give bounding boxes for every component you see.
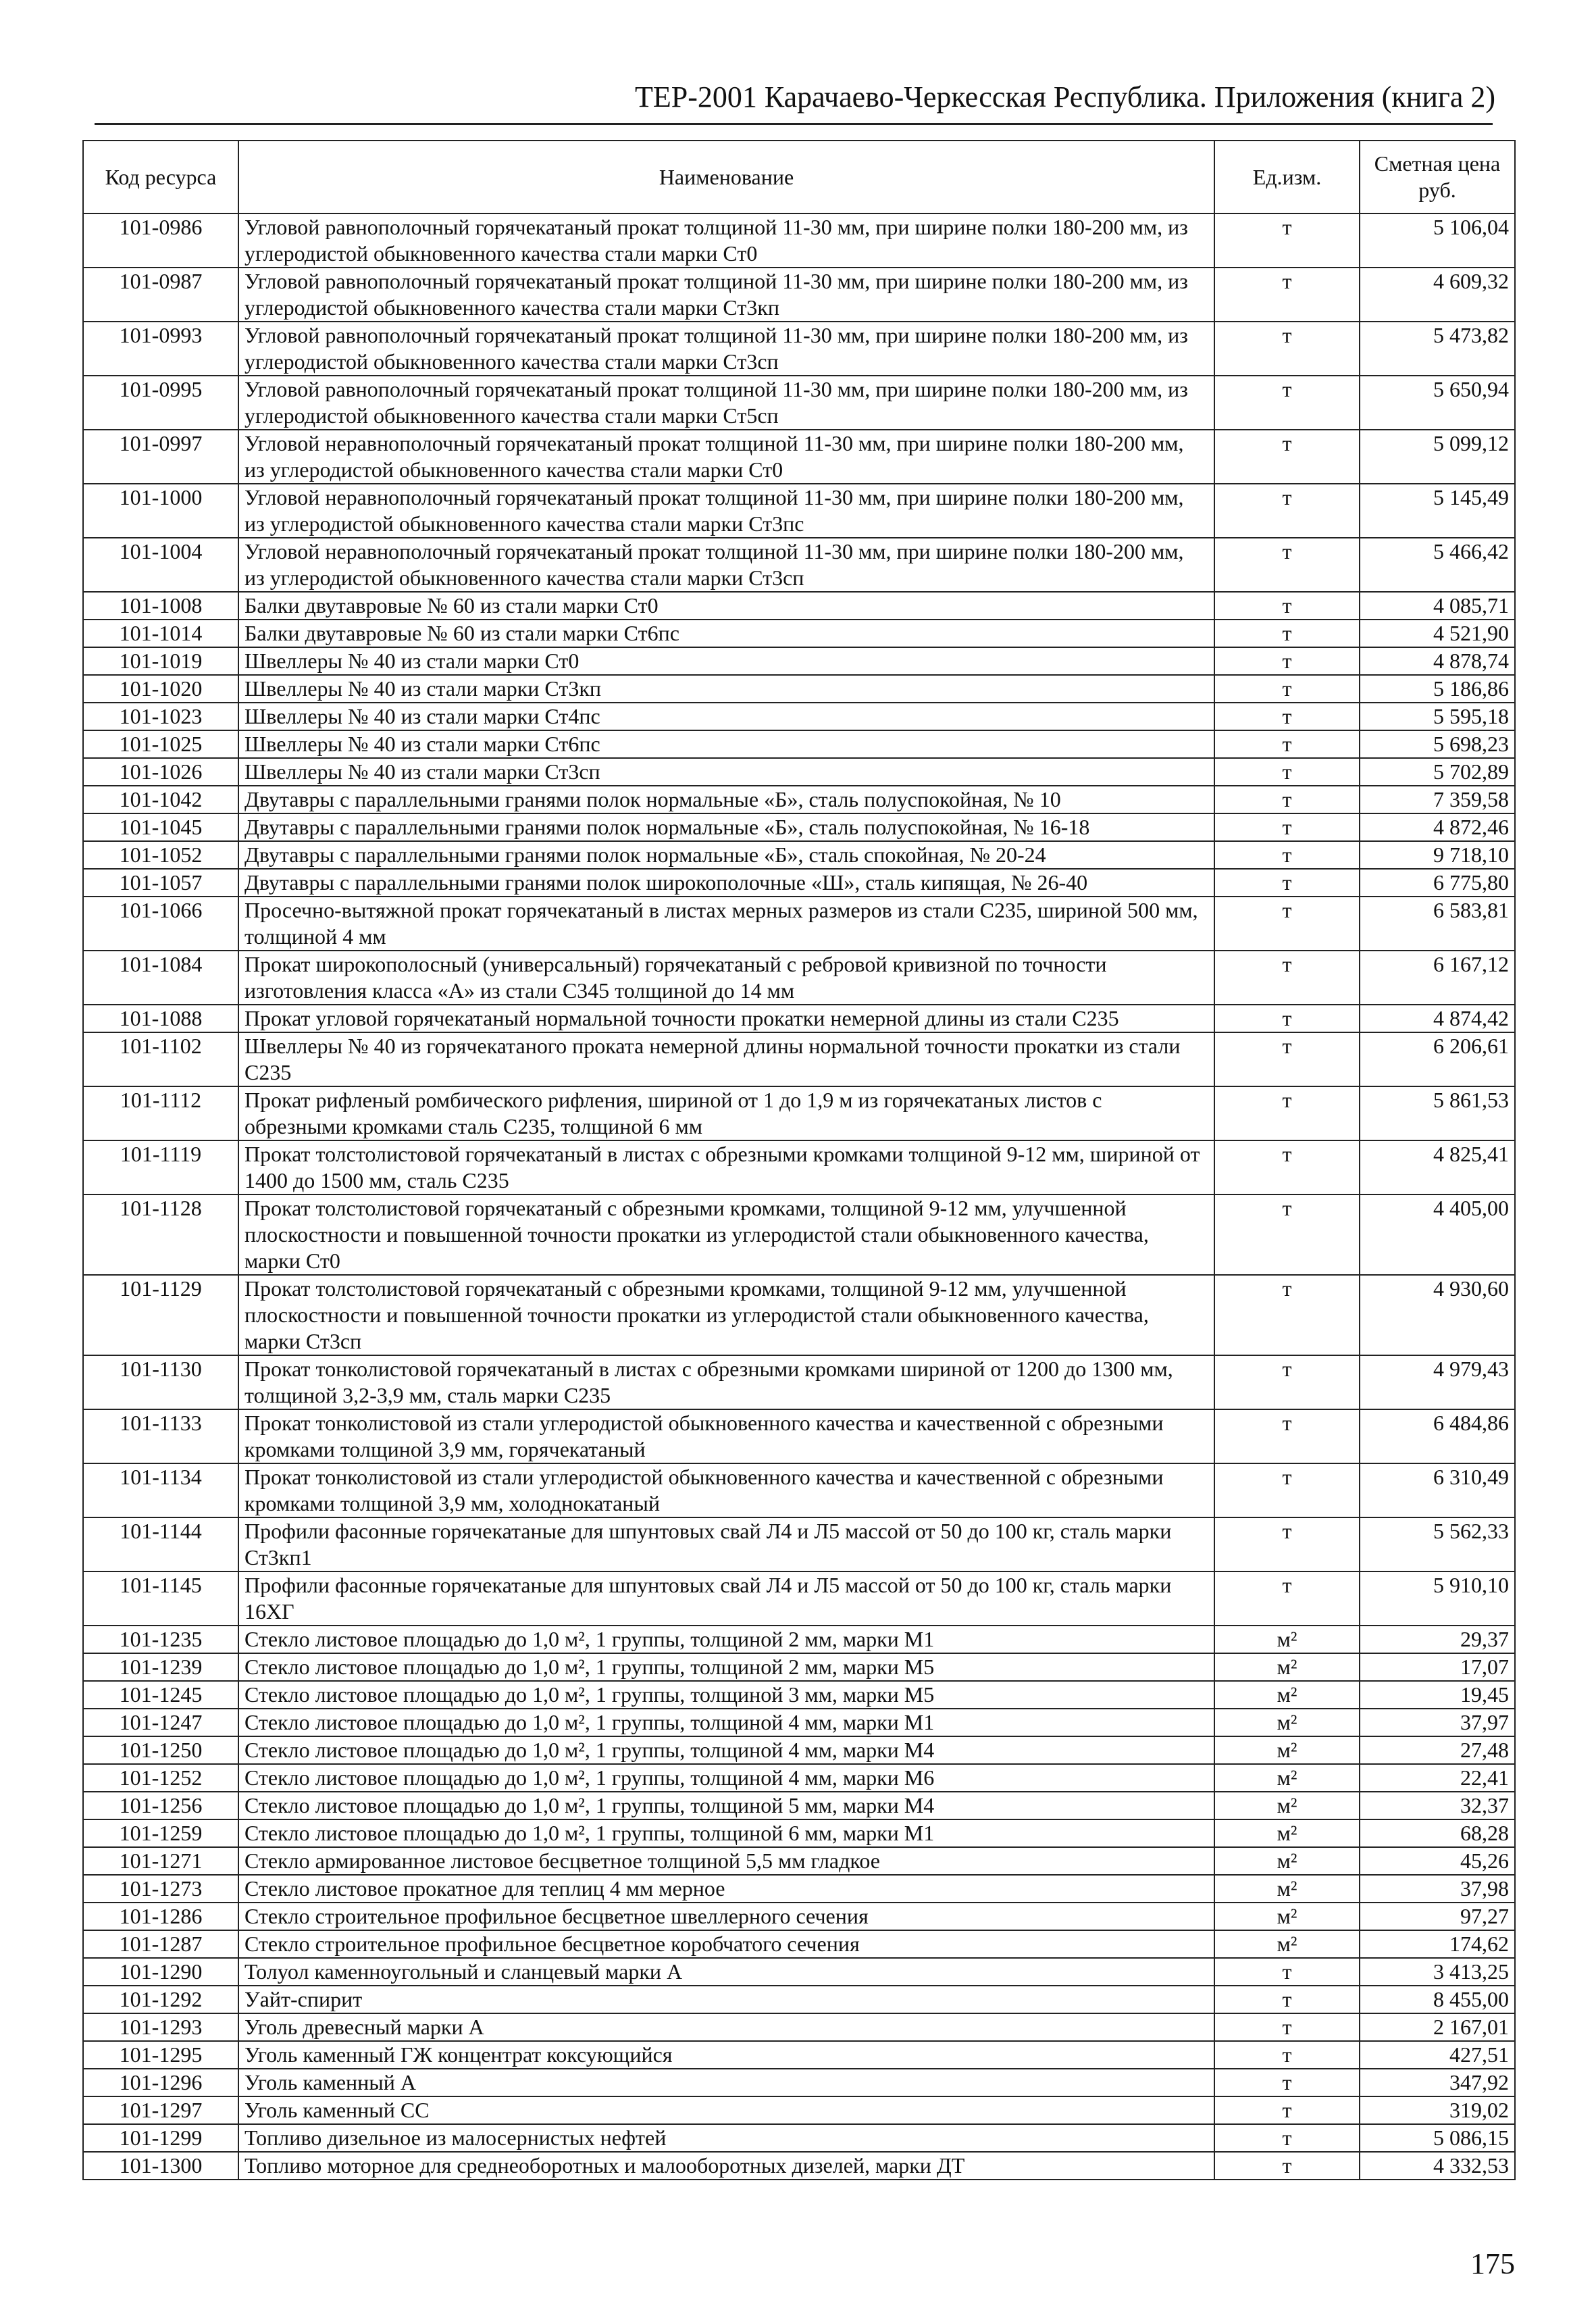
cell-name: Угловой неравнополочный горячекатаный прокат толщиной 11-30 мм, при ширине полки 180-200 мм, из углеродистой обыкновенного качества стали марки Ст0 — [238, 430, 1214, 484]
cell-code: 101-1286 — [83, 1903, 238, 1930]
cell-price: 5 473,82 — [1360, 322, 1515, 376]
cell-unit: т — [1214, 484, 1360, 538]
cell-unit: т — [1214, 1275, 1360, 1355]
cell-name: Двутавры с параллельными гранями полок нормальные «Б», сталь спокойная, № 20-24 — [238, 841, 1214, 869]
cell-name: Швеллеры № 40 из стали марки Ст3сп — [238, 758, 1214, 786]
cell-price: 4 085,71 — [1360, 592, 1515, 620]
cell-unit: т — [1214, 1958, 1360, 1986]
table-row — [83, 484, 1515, 538]
table-row — [83, 2013, 1515, 2041]
cell-name: Толуол каменноугольный и сланцевый марки А — [238, 1958, 1214, 1986]
cell-code: 101-1292 — [83, 1986, 238, 2013]
table-row — [83, 1681, 1515, 1709]
table-row — [83, 322, 1515, 376]
cell-price: 5 106,04 — [1360, 213, 1515, 268]
cell-name: Угловой равнополочный горячекатаный прокат толщиной 11-30 мм, при ширине полки 180-200 мм, из углеродистой обыкновенного качества стали марки Ст5сп — [238, 376, 1214, 430]
cell-unit: т — [1214, 897, 1360, 951]
table-row — [83, 758, 1515, 786]
cell-price: 4 521,90 — [1360, 620, 1515, 647]
table-row — [83, 1819, 1515, 1847]
table-row — [83, 1571, 1515, 1626]
table-row — [83, 2069, 1515, 2096]
cell-name: Швеллеры № 40 из стали марки Ст4пс — [238, 703, 1214, 730]
cell-code: 101-1045 — [83, 813, 238, 841]
cell-price: 6 775,80 — [1360, 869, 1515, 897]
table-row — [83, 1517, 1515, 1571]
table-row — [83, 675, 1515, 703]
cell-name: Швеллеры № 40 из стали марки Ст0 — [238, 647, 1214, 675]
cell-unit: м² — [1214, 1819, 1360, 1847]
cell-name: Стекло листовое площадью до 1,0 м², 1 группы, толщиной 4 мм, марки М1 — [238, 1709, 1214, 1736]
cell-unit: т — [1214, 675, 1360, 703]
cell-code: 101-1252 — [83, 1764, 238, 1792]
cell-name: Балки двутавровые № 60 из стали марки Ст0 — [238, 592, 1214, 620]
table-row — [83, 841, 1515, 869]
cell-unit: т — [1214, 1463, 1360, 1517]
table-row — [83, 2096, 1515, 2124]
table-row — [83, 1986, 1515, 2013]
cell-name: Прокат толстолистовой горячекатаный с обрезными кромками, толщиной 9-12 мм, улучшенной плоскостности и повышенной точности прокатки из углеродистой стали обыкновенного качества, марки Ст3сп — [238, 1275, 1214, 1355]
table-row — [83, 897, 1515, 951]
cell-price: 4 825,41 — [1360, 1140, 1515, 1194]
cell-unit: т — [1214, 1032, 1360, 1086]
table-body — [83, 213, 1515, 2180]
cell-price: 4 979,43 — [1360, 1355, 1515, 1409]
resource-price-table — [82, 140, 1516, 2180]
cell-name: Профили фасонные горячекатаные для шпунтовых свай Л4 и Л5 массой от 50 до 100 кг, сталь марки Ст3кп1 — [238, 1517, 1214, 1571]
cell-name: Двутавры с параллельными гранями полок нормальные «Б», сталь полуспокойная, № 16-18 — [238, 813, 1214, 841]
column-header-name: Наименование — [238, 141, 1214, 213]
cell-price: 5 702,89 — [1360, 758, 1515, 786]
cell-unit: м² — [1214, 1875, 1360, 1903]
cell-unit: т — [1214, 1986, 1360, 2013]
cell-unit: т — [1214, 2013, 1360, 2041]
cell-code: 101-1052 — [83, 841, 238, 869]
cell-price: 97,27 — [1360, 1903, 1515, 1930]
cell-price: 5 099,12 — [1360, 430, 1515, 484]
cell-unit: т — [1214, 538, 1360, 592]
cell-name: Уголь каменный А — [238, 2069, 1214, 2096]
cell-price: 7 359,58 — [1360, 786, 1515, 813]
cell-code: 101-1235 — [83, 1626, 238, 1653]
cell-code: 101-1144 — [83, 1517, 238, 1571]
cell-unit: т — [1214, 1086, 1360, 1140]
table-row — [83, 1792, 1515, 1819]
table-row — [83, 1764, 1515, 1792]
cell-code: 101-1297 — [83, 2096, 238, 2124]
cell-unit: т — [1214, 758, 1360, 786]
cell-code: 101-1273 — [83, 1875, 238, 1903]
cell-code: 101-1008 — [83, 592, 238, 620]
cell-unit: м² — [1214, 1653, 1360, 1681]
cell-code: 101-1259 — [83, 1819, 238, 1847]
cell-code: 101-1042 — [83, 786, 238, 813]
table-row — [83, 1847, 1515, 1875]
cell-name: Топливо моторное для среднеоборотных и малооборотных дизелей, марки ДТ — [238, 2152, 1214, 2180]
cell-price: 6 206,61 — [1360, 1032, 1515, 1086]
column-header-price: Сметная цена руб. — [1360, 141, 1515, 213]
cell-unit: т — [1214, 786, 1360, 813]
cell-unit: т — [1214, 2096, 1360, 2124]
cell-price: 6 484,86 — [1360, 1409, 1515, 1463]
table-row — [83, 1409, 1515, 1463]
cell-name: Прокат рифленый ромбического рифления, шириной от 1 до 1,9 м из горячекатаных листов с обрезными кромками сталь С235, толщиной 6 мм — [238, 1086, 1214, 1140]
cell-price: 5 698,23 — [1360, 730, 1515, 758]
page-number: 175 — [1470, 2247, 1515, 2280]
cell-name: Профили фасонные горячекатаные для шпунтовых свай Л4 и Л5 массой от 50 до 100 кг, сталь марки 16ХГ — [238, 1571, 1214, 1626]
table-row — [83, 1355, 1515, 1409]
cell-name: Прокат толстолистовой горячекатаный в листах с обрезными кромками толщиной 9-12 мм, шириной от 1400 до 1500 мм, сталь С235 — [238, 1140, 1214, 1194]
cell-name: Балки двутавровые № 60 из стали марки Ст6пс — [238, 620, 1214, 647]
cell-unit: т — [1214, 2124, 1360, 2152]
table-row — [83, 703, 1515, 730]
cell-name: Швеллеры № 40 из стали марки Ст6пс — [238, 730, 1214, 758]
cell-code: 101-0986 — [83, 213, 238, 268]
table-row — [83, 2041, 1515, 2069]
cell-code: 101-1134 — [83, 1463, 238, 1517]
table-row — [83, 1140, 1515, 1194]
cell-unit: т — [1214, 430, 1360, 484]
cell-unit: м² — [1214, 1847, 1360, 1875]
cell-price: 5 650,94 — [1360, 376, 1515, 430]
cell-unit: м² — [1214, 1903, 1360, 1930]
table-row — [83, 1005, 1515, 1032]
table-row — [83, 213, 1515, 268]
cell-code: 101-1019 — [83, 647, 238, 675]
column-header-unit: Ед.изм. — [1214, 141, 1360, 213]
cell-price: 5 595,18 — [1360, 703, 1515, 730]
table-row — [83, 1709, 1515, 1736]
header-divider — [95, 123, 1493, 125]
cell-name: Прокат тонколистовой горячекатаный в листах с обрезными кромками шириной от 1200 до 1300 мм, толщиной 3,2-3,9 мм, сталь марки С235 — [238, 1355, 1214, 1409]
cell-name: Швеллеры № 40 из горячекатаного проката немерной длины нормальной точности прокатки из стали С235 — [238, 1032, 1214, 1086]
cell-code: 101-1057 — [83, 869, 238, 897]
cell-code: 101-1026 — [83, 758, 238, 786]
table-row — [83, 1875, 1515, 1903]
cell-name: Стекло листовое площадью до 1,0 м², 1 группы, толщиной 4 мм, марки М6 — [238, 1764, 1214, 1792]
table-row — [83, 2124, 1515, 2152]
table-row — [83, 376, 1515, 430]
page-header-title: ТЕР-2001 Карачаево-Черкесская Республика. Приложения (книга 2) — [635, 80, 1496, 114]
cell-name: Прокат широкополосный (универсальный) горячекатаный с ребровой кривизной по точности изготовления класса «А» из стали С345 толщиной до 14 мм — [238, 951, 1214, 1005]
cell-code: 101-1256 — [83, 1792, 238, 1819]
cell-code: 101-0995 — [83, 376, 238, 430]
cell-unit: т — [1214, 1355, 1360, 1409]
cell-code: 101-1130 — [83, 1355, 238, 1409]
cell-unit: т — [1214, 1571, 1360, 1626]
table-row — [83, 538, 1515, 592]
cell-code: 101-1250 — [83, 1736, 238, 1764]
cell-unit: т — [1214, 703, 1360, 730]
cell-price: 4 930,60 — [1360, 1275, 1515, 1355]
cell-price: 6 310,49 — [1360, 1463, 1515, 1517]
cell-name: Уайт-спирит — [238, 1986, 1214, 2013]
cell-name: Прокат тонколистовой из стали углеродистой обыкновенного качества и качественной с обрезными кромками толщиной 3,9 мм, горячекатаный — [238, 1409, 1214, 1463]
cell-price: 45,26 — [1360, 1847, 1515, 1875]
cell-price: 68,28 — [1360, 1819, 1515, 1847]
cell-code: 101-0997 — [83, 430, 238, 484]
table-row — [83, 1086, 1515, 1140]
cell-price: 37,97 — [1360, 1709, 1515, 1736]
cell-price: 5 910,10 — [1360, 1571, 1515, 1626]
cell-name: Уголь древесный марки А — [238, 2013, 1214, 2041]
cell-code: 101-1290 — [83, 1958, 238, 1986]
cell-name: Стекло листовое площадью до 1,0 м², 1 группы, толщиной 4 мм, марки М4 — [238, 1736, 1214, 1764]
table-header — [83, 141, 1515, 213]
cell-name: Прокат тонколистовой из стали углеродистой обыкновенного качества и качественной с обрезными кромками толщиной 3,9 мм, холоднокатаный — [238, 1463, 1214, 1517]
cell-price: 5 861,53 — [1360, 1086, 1515, 1140]
cell-unit: т — [1214, 647, 1360, 675]
cell-unit: м² — [1214, 1626, 1360, 1653]
cell-name: Угловой равнополочный горячекатаный прокат толщиной 11-30 мм, при ширине полки 180-200 мм, из углеродистой обыкновенного качества стали марки Ст0 — [238, 213, 1214, 268]
table-row — [83, 1903, 1515, 1930]
cell-code: 101-1066 — [83, 897, 238, 951]
cell-unit: т — [1214, 1140, 1360, 1194]
cell-unit: м² — [1214, 1764, 1360, 1792]
cell-code: 101-1296 — [83, 2069, 238, 2096]
cell-code: 101-1247 — [83, 1709, 238, 1736]
cell-price: 174,62 — [1360, 1930, 1515, 1958]
cell-name: Стекло армированное листовое бесцветное толщиной 5,5 мм гладкое — [238, 1847, 1214, 1875]
cell-name: Прокат угловой горячекатаный нормальной точности прокатки немерной длины из стали С235 — [238, 1005, 1214, 1032]
table-header-row — [83, 141, 1515, 213]
cell-code: 101-1129 — [83, 1275, 238, 1355]
cell-unit: т — [1214, 841, 1360, 869]
cell-name: Топливо дизельное из малосернистых нефтей — [238, 2124, 1214, 2152]
cell-price: 4 609,32 — [1360, 268, 1515, 322]
cell-unit: т — [1214, 1005, 1360, 1032]
cell-name: Уголь каменный ГЖ концентрат коксующийся — [238, 2041, 1214, 2069]
cell-name: Угловой неравнополочный горячекатаный прокат толщиной 11-30 мм, при ширине полки 180-200 мм, из углеродистой обыкновенного качества стали марки Ст3сп — [238, 538, 1214, 592]
cell-code: 101-1020 — [83, 675, 238, 703]
cell-unit: м² — [1214, 1792, 1360, 1819]
cell-code: 101-1023 — [83, 703, 238, 730]
cell-unit: т — [1214, 322, 1360, 376]
cell-price: 4 405,00 — [1360, 1194, 1515, 1275]
cell-code: 101-1128 — [83, 1194, 238, 1275]
cell-name: Уголь каменный СС — [238, 2096, 1214, 2124]
cell-code: 101-1239 — [83, 1653, 238, 1681]
cell-unit: т — [1214, 2069, 1360, 2096]
cell-price: 5 086,15 — [1360, 2124, 1515, 2152]
cell-price: 2 167,01 — [1360, 2013, 1515, 2041]
cell-code: 101-1004 — [83, 538, 238, 592]
cell-price: 29,37 — [1360, 1626, 1515, 1653]
cell-name: Стекло листовое прокатное для теплиц 4 мм мерное — [238, 1875, 1214, 1903]
cell-name: Угловой равнополочный горячекатаный прокат толщиной 11-30 мм, при ширине полки 180-200 мм, из углеродистой обыкновенного качества стали марки Ст3кп — [238, 268, 1214, 322]
cell-unit: т — [1214, 592, 1360, 620]
cell-code: 101-0987 — [83, 268, 238, 322]
table-row — [83, 268, 1515, 322]
cell-name: Стекло листовое площадью до 1,0 м², 1 группы, толщиной 3 мм, марки М5 — [238, 1681, 1214, 1709]
cell-unit: м² — [1214, 1709, 1360, 1736]
cell-price: 5 145,49 — [1360, 484, 1515, 538]
cell-name: Угловой равнополочный горячекатаный прокат толщиной 11-30 мм, при ширине полки 180-200 мм, из углеродистой обыкновенного качества стали марки Ст3сп — [238, 322, 1214, 376]
table-row — [83, 1653, 1515, 1681]
cell-unit: т — [1214, 2152, 1360, 2180]
cell-unit: м² — [1214, 1736, 1360, 1764]
cell-name: Стекло листовое площадью до 1,0 м², 1 группы, толщиной 2 мм, марки М1 — [238, 1626, 1214, 1653]
table-row — [83, 620, 1515, 647]
cell-price: 9 718,10 — [1360, 841, 1515, 869]
cell-unit: м² — [1214, 1930, 1360, 1958]
cell-name: Стекло листовое площадью до 1,0 м², 1 группы, толщиной 6 мм, марки М1 — [238, 1819, 1214, 1847]
table-row — [83, 1736, 1515, 1764]
cell-price: 3 413,25 — [1360, 1958, 1515, 1986]
cell-unit: т — [1214, 1194, 1360, 1275]
cell-name: Прокат толстолистовой горячекатаный с обрезными кромками, толщиной 9-12 мм, улучшенной плоскостности и повышенной точности прокатки из углеродистой стали обыкновенного качества, марки Ст0 — [238, 1194, 1214, 1275]
cell-price: 22,41 — [1360, 1764, 1515, 1792]
cell-price: 5 186,86 — [1360, 675, 1515, 703]
cell-name: Швеллеры № 40 из стали марки Ст3кп — [238, 675, 1214, 703]
cell-code: 101-1025 — [83, 730, 238, 758]
cell-code: 101-1299 — [83, 2124, 238, 2152]
cell-unit: т — [1214, 869, 1360, 897]
table-row — [83, 730, 1515, 758]
table-row — [83, 1626, 1515, 1653]
table-row — [83, 647, 1515, 675]
cell-name: Стекло строительное профильное бесцветное коробчатого сечения — [238, 1930, 1214, 1958]
cell-price: 19,45 — [1360, 1681, 1515, 1709]
cell-name: Стекло строительное профильное бесцветное швеллерного сечения — [238, 1903, 1214, 1930]
cell-unit: т — [1214, 620, 1360, 647]
cell-code: 101-1245 — [83, 1681, 238, 1709]
cell-unit: т — [1214, 268, 1360, 322]
cell-price: 32,37 — [1360, 1792, 1515, 1819]
cell-code: 101-1293 — [83, 2013, 238, 2041]
cell-name: Двутавры с параллельными гранями полок широкополочные «Ш», сталь кипящая, № 26-40 — [238, 869, 1214, 897]
cell-price: 17,07 — [1360, 1653, 1515, 1681]
table-row — [83, 1463, 1515, 1517]
cell-code: 101-1300 — [83, 2152, 238, 2180]
cell-unit: м² — [1214, 1681, 1360, 1709]
cell-price: 6 167,12 — [1360, 951, 1515, 1005]
cell-unit: т — [1214, 2041, 1360, 2069]
table-row — [83, 1958, 1515, 1986]
table-row — [83, 1930, 1515, 1958]
cell-code: 101-1119 — [83, 1140, 238, 1194]
cell-price: 6 583,81 — [1360, 897, 1515, 951]
cell-code: 101-1014 — [83, 620, 238, 647]
cell-name: Просечно-вытяжной прокат горячекатаный в листах мерных размеров из стали С235, шириной 500 мм, толщиной 4 мм — [238, 897, 1214, 951]
table-row — [83, 2152, 1515, 2180]
table-row — [83, 1275, 1515, 1355]
cell-code: 101-1000 — [83, 484, 238, 538]
cell-code: 101-1102 — [83, 1032, 238, 1086]
cell-price: 27,48 — [1360, 1736, 1515, 1764]
table-row — [83, 430, 1515, 484]
cell-code: 101-1133 — [83, 1409, 238, 1463]
cell-unit: т — [1214, 951, 1360, 1005]
column-header-code: Код ресурса — [83, 141, 238, 213]
table-row — [83, 1032, 1515, 1086]
cell-price: 37,98 — [1360, 1875, 1515, 1903]
cell-code: 101-1112 — [83, 1086, 238, 1140]
cell-price: 5 562,33 — [1360, 1517, 1515, 1571]
cell-unit: т — [1214, 1409, 1360, 1463]
cell-unit: т — [1214, 730, 1360, 758]
cell-code: 101-1088 — [83, 1005, 238, 1032]
cell-price: 4 878,74 — [1360, 647, 1515, 675]
cell-unit: т — [1214, 813, 1360, 841]
cell-price: 319,02 — [1360, 2096, 1515, 2124]
cell-price: 5 466,42 — [1360, 538, 1515, 592]
table-row — [83, 951, 1515, 1005]
cell-name: Угловой неравнополочный горячекатаный прокат толщиной 11-30 мм, при ширине полки 180-200 мм, из углеродистой обыкновенного качества стали марки Ст3пс — [238, 484, 1214, 538]
cell-code: 101-0993 — [83, 322, 238, 376]
cell-unit: т — [1214, 213, 1360, 268]
cell-code: 101-1287 — [83, 1930, 238, 1958]
cell-name: Стекло листовое площадью до 1,0 м², 1 группы, толщиной 2 мм, марки М5 — [238, 1653, 1214, 1681]
cell-unit: т — [1214, 376, 1360, 430]
cell-price: 347,92 — [1360, 2069, 1515, 2096]
cell-price: 4 872,46 — [1360, 813, 1515, 841]
cell-price: 427,51 — [1360, 2041, 1515, 2069]
cell-code: 101-1084 — [83, 951, 238, 1005]
cell-price: 4 874,42 — [1360, 1005, 1515, 1032]
cell-unit: т — [1214, 1517, 1360, 1571]
cell-name: Двутавры с параллельными гранями полок нормальные «Б», сталь полуспокойная, № 10 — [238, 786, 1214, 813]
table-row — [83, 1194, 1515, 1275]
table-row — [83, 869, 1515, 897]
cell-price: 8 455,00 — [1360, 1986, 1515, 2013]
cell-price: 4 332,53 — [1360, 2152, 1515, 2180]
cell-code: 101-1145 — [83, 1571, 238, 1626]
cell-code: 101-1271 — [83, 1847, 238, 1875]
cell-code: 101-1295 — [83, 2041, 238, 2069]
table-row — [83, 592, 1515, 620]
table-row — [83, 786, 1515, 813]
table-row — [83, 813, 1515, 841]
cell-name: Стекло листовое площадью до 1,0 м², 1 группы, толщиной 5 мм, марки М4 — [238, 1792, 1214, 1819]
